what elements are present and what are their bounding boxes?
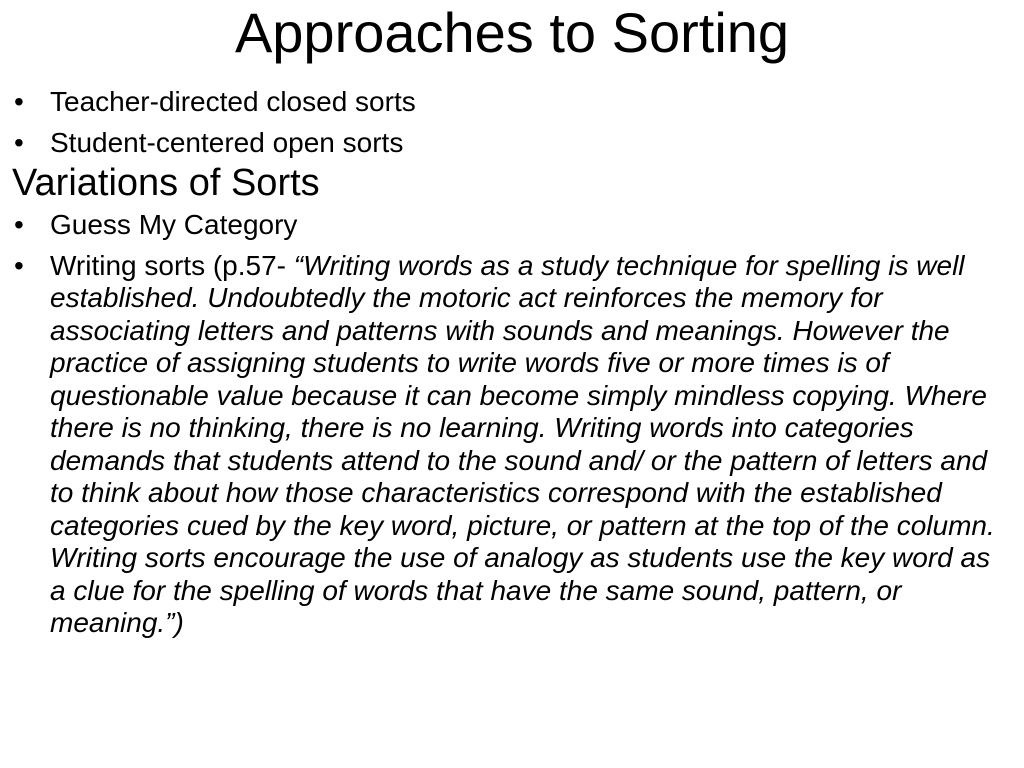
list-item xyxy=(12,209,1012,242)
list-item xyxy=(12,86,1012,119)
list-item-lead-text: Writing sorts (p.57- xyxy=(50,249,294,281)
slide-content xyxy=(12,86,1012,648)
list-item-text: Student-centered open sorts xyxy=(50,126,404,158)
list-item xyxy=(12,250,1012,640)
section-heading: Variations of Sorts xyxy=(12,162,320,204)
approaches-list xyxy=(12,86,1012,159)
variations-list xyxy=(12,209,1012,640)
list-item-text: Teacher-directed closed sorts xyxy=(50,86,416,117)
quote-text: “Writing words as a study technique for spelling is well established. Undoubtedly the motoric act reinforces the memory for associating letters and patterns with sounds and meanings. However the practice of assigning students to write words five or more times is of questionable value because it can become simply mindless copying. Where there is no thinking, there is no learning. Writing words into categories demands that students attend to the sound and/ or the pattern of letters and to think about how those characteristics correspond with the established categories cued by the key word, picture, or pattern at the top of the column. Writing sorts encourage the use of analogy as students use the key word as a clue for the spelling of words that have the same sound, pattern, or meaning.”) xyxy=(50,249,995,638)
slide-title: Approaches to Sorting xyxy=(234,1,790,64)
list-item-text: Guess My Category xyxy=(50,209,298,240)
bullet-icon: • xyxy=(14,209,24,240)
bullet-icon: • xyxy=(14,126,24,158)
list-item xyxy=(12,127,1012,160)
bullet-icon: • xyxy=(14,249,24,281)
bullet-icon: • xyxy=(14,86,24,117)
